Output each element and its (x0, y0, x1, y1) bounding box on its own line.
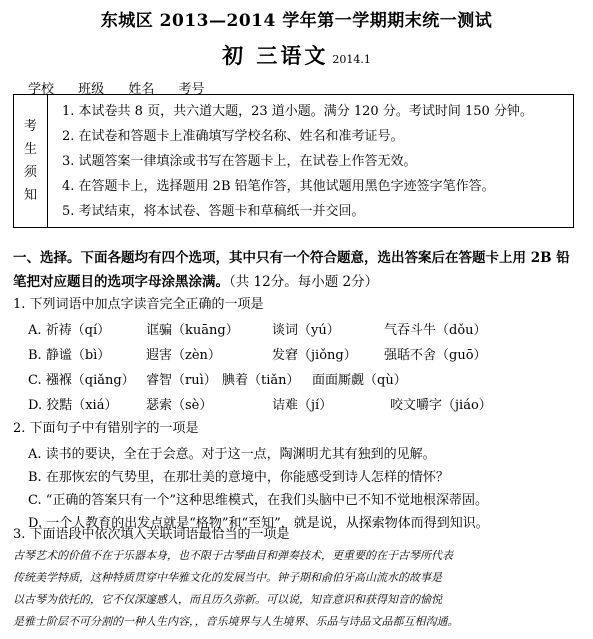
q1-option-b-1: B. 静谧（bì） (28, 348, 111, 363)
passage-line: 以古琴为依托的，它不仅深邃感人，而且历久弥新。可以说，知音意识和获得知音的愉悦 (13, 593, 442, 606)
q1-option-a-2: 诓骗（kuāng） (146, 323, 239, 338)
notice-heading-char: 知 (23, 188, 37, 203)
field-name: 姓名 (128, 82, 155, 97)
question-2-stem: 2. 下面句子中有错别字的一项是 (13, 421, 199, 436)
q2-option-a: A. 读书的要诀，全在于会意。对于这一点，陶渊明尤其有独到的见解。 (28, 447, 436, 462)
q2-option-b: B. 在那恢宏的气势里，在那壮美的意境中，你能感受到诗人怎样的情怀？ (28, 470, 449, 485)
passage-line: 是雅士阶层不可分割的一种人生内容，，音乐境界与人生境界、乐品与诗品文品都互相沟通。 (13, 615, 459, 628)
notice-heading-char: 须 (23, 165, 37, 180)
q1-option-a-3: 谈词（yú） (272, 323, 340, 338)
notice-item: 5. 考试结束，将本试卷、答题卡和草稿纸一并交回。 (62, 204, 365, 219)
notice-heading-char: 考 (23, 119, 37, 134)
exam-date: 2014.1 (332, 53, 371, 66)
q1-option-c-1: C. 襁褓（qiǎng） (28, 373, 135, 388)
exam-subtitle (0, 40, 593, 70)
q1-option-b-3: 发窘（jiǒng） (272, 348, 357, 363)
q1-option-b-2: 遐害（zèn） (146, 348, 221, 363)
q1-option-c-4: 面面厮觑（qù） (312, 373, 407, 388)
exam-notice-box (13, 94, 574, 228)
field-school: 学校 (28, 82, 55, 97)
notice-item: 2. 在试卷和答题卡上准确填写学校名称、姓名和准考证号。 (62, 129, 404, 144)
q1-option-c-3: 腆着（tiǎn） (222, 373, 300, 388)
section-heading-text: 一、选择。下面各题均有四个选项，其中只有一个符合题意，选出答案后在答题卡上用 2B 铅笔把对应题目的选项字母涂黑涂满。 (13, 250, 570, 290)
notice-heading (14, 95, 48, 227)
passage-line: 古琴艺术的价值不在于乐器本身，也不限于古琴曲目和弹奏技术，更重要的在于古琴所代表 (13, 549, 453, 562)
q1-option-b-4: 强聒不舍（guō） (384, 348, 487, 363)
q1-option-d-1: D. 狡黠（xiá） (28, 398, 118, 413)
q2-option-d: D. 一个人教育的出发点就是“格物”和“至知”，就是说，从探索物体而得到知识。 (28, 516, 489, 531)
field-class: 班级 (78, 82, 105, 97)
section-heading (13, 246, 580, 294)
field-exam-number: 考号 (178, 82, 205, 97)
q1-option-c-2: 睿智（ruì） (146, 373, 217, 388)
section-score-note: （共 12分。每小题 2分） (229, 274, 379, 290)
notice-item: 4. 在答题卡上，选择题用 2B 铅笔作答，其他试题用黑色字迹签字笔作答。 (62, 179, 495, 194)
q1-option-d-4: 咬文嚼字（jiáo） (390, 398, 492, 413)
q3-passage (13, 545, 583, 633)
notice-item: 1. 本试卷共 8 页，共六道大题，23 道小题。满分 120 分。考试时间 150 分钟。 (62, 104, 533, 119)
q1-option-a-1: A. 祈祷（qí） (28, 323, 111, 338)
q1-option-d-3: 诘难（jí） (272, 398, 333, 413)
q2-option-c: C. “正确的答案只有一个”这种思维模式，在我们头脑中已不知不觉地根深蒂固。 (28, 493, 489, 508)
notice-list (62, 99, 567, 224)
passage-line: 传统美学特质，这种特质贯穿中华雅文化的发展当中。钟子期和俞伯牙高山流水的故事是 (13, 571, 442, 584)
notice-item: 3. 试题答案一律填涂或书写在答题卡上，在试卷上作答无效。 (62, 154, 417, 169)
q1-option-a-4: 气吞斗牛（dǒu） (384, 323, 487, 338)
subject-title: 初 三语文 (222, 43, 329, 68)
notice-heading-char: 生 (23, 142, 37, 157)
q1-option-d-2: 瑟索（sè） (146, 398, 213, 413)
exam-title: 东城区 2013—2014 学年第一学期期末统一测试 (100, 11, 493, 31)
question-3-stem: 3. 下面语段中依次填入关联词语最恰当的一项是 (13, 527, 290, 542)
question-1-stem: 1. 下列词语中加点字读音完全正确的一项是 (13, 297, 264, 312)
